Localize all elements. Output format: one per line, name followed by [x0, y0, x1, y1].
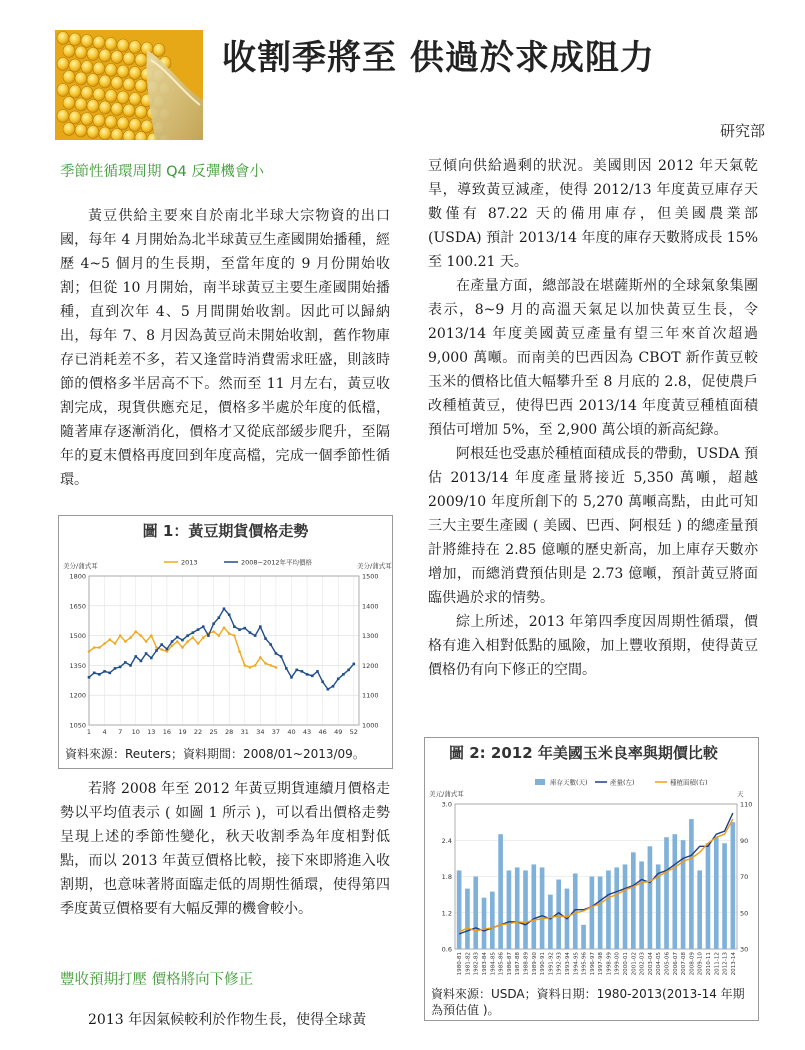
bar: [490, 892, 495, 949]
data-point: [311, 675, 314, 678]
data-point: [155, 649, 158, 652]
x-tick: 2010-11: [705, 952, 712, 976]
y-tick-right: 1300: [362, 632, 379, 641]
left-text-block-1: [60, 204, 390, 492]
data-point: [212, 630, 215, 633]
data-point: [280, 655, 283, 658]
bar: [664, 837, 669, 949]
y-tick-right: 1000: [362, 721, 379, 730]
data-point: [238, 628, 241, 631]
bar: [482, 898, 487, 949]
bar: [457, 870, 462, 949]
paragraph: 豆傾向供給過剩的狀況。美國則因 2012 年天氣乾旱，導致黃豆減產，使得 2012/13 年度黃豆庫存天數僅有 87.22 天的備用庫存，但美國農業部 (USDA) 預計 2013/14 年度的庫存天數將成長 15% 至 100.21 天。: [428, 158, 758, 270]
x-tick: 46: [318, 728, 327, 736]
x-tick: 2001-02: [631, 952, 638, 976]
data-point: [233, 634, 236, 637]
legend-swatch: [535, 779, 545, 785]
bar: [498, 834, 503, 949]
y-tick-right: 1200: [362, 661, 379, 670]
bar: [548, 895, 553, 949]
data-point: [223, 607, 226, 610]
data-point: [202, 625, 205, 628]
paragraph: 黃豆供給主要來自於南北半球大宗物資的出口國，每年 4 月開始為北半球黃豆生產國開始播種，經歷 4~5 個月的生長期，至當年度的 9 月份開始收割；但從 10 月開始，南半球黃豆主要生產國開始播種，直到次年 4、5 月間開始收割。因此可以歸納出，每年 7、8 月因為黃豆尚未開始收割，舊作物庫存已消耗差不多，若又逢當時消費需求旺盛，則該時節的價格多半居高不下。然而至 11 月左右，黃豆收割完成，現貨供應充足，價格多半處於年度的低檔，隨著庫存逐漸消化，價格才又從底部緩步爬升，至隔年的夏末價格再度回到年度高檔，完成一個季節性循環。: [60, 208, 390, 488]
data-point: [327, 688, 330, 691]
x-tick: 10: [131, 728, 140, 736]
data-point: [98, 673, 101, 676]
x-tick: 31: [240, 728, 249, 736]
data-point: [166, 648, 169, 651]
figure-2-title: 圖 2: 2012 年美國玉米良率與期價比較: [449, 744, 718, 762]
data-point: [134, 630, 137, 633]
data-point: [124, 640, 127, 643]
x-tick: 1: [86, 728, 92, 736]
x-tick: 37: [271, 728, 281, 736]
section-heading-1: 季節性循環周期 Q4 反彈機會小: [60, 164, 264, 180]
y-tick-left: 1500: [69, 632, 86, 641]
data-point: [207, 634, 210, 637]
y-tick-left: 1.8: [441, 873, 452, 881]
x-tick: 22: [193, 728, 203, 736]
data-point: [254, 634, 257, 637]
plot-frame: [89, 576, 359, 725]
data-point: [93, 646, 96, 649]
data-point: [108, 672, 111, 675]
data-point: [228, 613, 231, 616]
y-tick-right: 50: [740, 909, 749, 918]
bar: [465, 889, 470, 949]
x-tick: 1992-93: [556, 952, 563, 976]
bar: [606, 870, 611, 949]
x-tick: 7: [118, 728, 123, 736]
left-text-block-3: [60, 1008, 390, 1032]
data-point: [171, 644, 174, 647]
y-tick-left: 1200: [69, 691, 86, 700]
figure-2: [424, 737, 759, 1021]
y-tick-left: 3.0: [441, 800, 452, 809]
x-tick: 1996-97: [589, 952, 596, 976]
x-tick: 28: [225, 728, 234, 736]
left-axis-label: 美元/蒲式耳: [429, 790, 464, 798]
data-point: [353, 663, 356, 666]
data-point: [140, 660, 143, 663]
y-tick-left: 1050: [69, 721, 86, 730]
data-point: [301, 670, 304, 673]
left-text-block-2: [60, 777, 390, 921]
legend-label: 產量(左): [610, 778, 635, 787]
bar: [515, 867, 520, 949]
x-tick: 16: [162, 728, 172, 736]
x-tick: 2007-08: [681, 952, 688, 976]
bar: [672, 834, 677, 949]
y-tick-left: 1350: [69, 661, 86, 670]
left-axis-label: 美分/蒲式耳: [63, 562, 98, 570]
x-tick: 2002-03: [639, 952, 646, 976]
x-tick: 2012-13: [722, 952, 729, 976]
y-tick-right: 70: [740, 873, 749, 881]
bar: [689, 819, 694, 949]
data-point: [264, 637, 267, 640]
x-tick: 1994-95: [573, 952, 580, 976]
legend-label: 2013: [181, 558, 198, 567]
y-tick-right: 30: [740, 945, 749, 954]
bar: [706, 843, 711, 949]
data-point: [129, 664, 132, 667]
y-tick-right: 1400: [362, 602, 379, 611]
data-point: [129, 636, 132, 639]
data-point: [186, 634, 189, 637]
data-point: [342, 673, 345, 676]
data-point: [176, 640, 179, 643]
y-tick-left: 0.6: [441, 945, 452, 954]
y-tick-left: 2.4: [441, 836, 452, 845]
chart-legend: [535, 778, 708, 787]
figure-1-source: 資料來源：Reuters；資料期間：2008/01~2013/09。: [65, 747, 365, 761]
data-point: [249, 631, 252, 634]
data-point: [150, 634, 153, 637]
series-line: [89, 609, 354, 689]
bar: [648, 846, 653, 949]
x-tick: 1985-86: [498, 952, 505, 976]
bar: [473, 877, 478, 950]
bar: [590, 877, 595, 950]
bar: [623, 864, 628, 949]
y-tick-right: 110: [740, 800, 753, 809]
corn-yield-chart: [425, 764, 758, 986]
bar: [639, 861, 644, 949]
x-tick: 1980-81: [457, 952, 464, 976]
data-point: [264, 662, 267, 665]
bar: [540, 867, 545, 949]
data-point: [332, 685, 335, 688]
data-point: [212, 622, 215, 625]
bar: [507, 870, 512, 949]
x-tick: 2009-10: [697, 952, 704, 976]
y-tick-right: 1100: [362, 691, 379, 700]
paragraph: 在產量方面，總部設在堪薩斯州的全球氣象集團表示，8~9 月的高溫天氣足以加快黃豆生長，令 2013/14 年度美國黃豆產量有望三年來首次超過 9,000 萬噸。而南美的巴西因為 CBOT 新作黃豆較玉米的價格比值大幅攀升至 8 月底的 2.8，促使農戶改種植黃豆，使得巴西 2013/14 年度黃豆種植面積預估可增加 5%，至 2,900 萬公頃的新高紀錄。: [428, 278, 758, 438]
data-point: [124, 661, 127, 664]
bar: [631, 852, 636, 949]
x-tick: 1990-91: [540, 952, 547, 976]
x-tick: 13: [147, 728, 156, 736]
x-tick: 49: [334, 728, 343, 736]
bar: [681, 840, 686, 949]
data-point: [181, 639, 184, 642]
data-point: [171, 640, 174, 643]
data-point: [202, 636, 205, 639]
data-point: [321, 680, 324, 683]
data-point: [228, 632, 231, 635]
data-point: [249, 666, 252, 669]
x-tick: 43: [302, 728, 312, 736]
x-tick: 2008-09: [689, 952, 696, 976]
data-point: [275, 652, 278, 655]
x-tick: 2011-12: [714, 952, 721, 976]
data-point: [254, 664, 257, 667]
data-point: [295, 669, 298, 672]
section-heading-2: 豐收預期打壓 價格將向下修正: [60, 972, 254, 988]
x-tick: 1983-84: [482, 952, 489, 976]
data-point: [134, 655, 137, 658]
x-tick: 1989-90: [531, 952, 538, 976]
data-point: [269, 643, 272, 646]
paragraph: 2013 年因氣候較利於作物生長，使得全球黃: [88, 1012, 367, 1028]
x-tick: 1999-00: [614, 952, 621, 976]
x-tick: 2006-07: [672, 952, 679, 976]
corn-photo: [55, 30, 203, 140]
chart-legend: [164, 558, 313, 567]
bar: [581, 925, 586, 949]
data-point: [103, 642, 106, 645]
bar: [614, 867, 619, 949]
data-point: [290, 676, 293, 679]
x-tick: 1997-98: [598, 952, 605, 976]
data-point: [93, 672, 96, 675]
data-point: [316, 670, 319, 673]
x-tick: 2013-14: [730, 952, 737, 976]
bar: [731, 822, 736, 949]
x-tick: 2005-06: [664, 952, 671, 976]
x-tick: 52: [349, 728, 358, 736]
data-point: [160, 648, 163, 651]
x-tick: 4: [102, 728, 107, 736]
data-point: [275, 666, 278, 669]
data-point: [197, 628, 200, 631]
y-tick-right: 1500: [362, 572, 379, 581]
data-point: [181, 646, 184, 649]
right-axis-label: 美分/蒲式耳: [357, 562, 392, 570]
data-point: [150, 657, 153, 660]
bar: [531, 864, 536, 949]
x-tick: 1982-83: [473, 952, 480, 976]
legend-label: 2008~2012年平均價格: [241, 558, 313, 567]
legend-label: 種植面積(右): [670, 778, 708, 787]
x-tick: 1986-87: [506, 952, 513, 976]
data-point: [160, 643, 163, 646]
bar: [722, 843, 727, 949]
data-point: [259, 625, 262, 628]
soybean-price-chart: [59, 542, 392, 747]
data-point: [306, 673, 309, 676]
y-tick-left: 1800: [69, 572, 86, 581]
page-title: 收割季將至 供過於求成阻力: [222, 38, 655, 78]
data-point: [192, 631, 195, 634]
data-point: [98, 646, 101, 649]
data-point: [140, 634, 143, 637]
data-point: [176, 636, 179, 639]
data-point: [218, 616, 221, 619]
data-point: [114, 667, 117, 670]
data-point: [114, 642, 117, 645]
data-point: [347, 669, 350, 672]
data-point: [88, 650, 91, 653]
data-point: [119, 666, 122, 669]
data-point: [233, 625, 236, 628]
y-tick-left: 1650: [69, 602, 86, 611]
data-point: [166, 650, 169, 653]
data-point: [218, 634, 221, 637]
data-point: [269, 664, 272, 667]
data-point: [223, 626, 226, 629]
figure-1-title: 圖 1：黃豆期貨價格走勢: [142, 522, 309, 540]
x-tick: 2000-01: [623, 952, 630, 976]
department-label: 研究部: [720, 122, 766, 140]
paragraph: 綜上所述，2013 年第四季度因周期性循環，價格有進入相對低點的風險，加上豐收預期，使得黃豆價格仍有向下修正的空間。: [428, 614, 758, 678]
bar: [523, 870, 528, 949]
bar: [714, 837, 719, 949]
data-point: [243, 664, 246, 667]
x-tick: 2003-04: [647, 952, 654, 976]
data-point: [243, 627, 246, 630]
data-point: [238, 650, 241, 653]
data-point: [88, 676, 91, 679]
x-tick: 1981-82: [465, 952, 472, 976]
data-point: [145, 652, 148, 655]
right-text-block: [428, 154, 758, 682]
bar: [697, 870, 702, 949]
data-point: [259, 656, 262, 659]
data-point: [103, 670, 106, 673]
data-point: [145, 640, 148, 643]
x-tick: 1995-96: [581, 952, 588, 976]
data-point: [108, 638, 111, 641]
figure-1: [58, 515, 393, 769]
x-tick: 1984-85: [490, 952, 497, 976]
x-tick: 40: [287, 728, 296, 736]
x-tick: 1991-92: [548, 952, 555, 976]
x-tick: 1988-89: [523, 952, 530, 976]
x-tick: 34: [256, 728, 265, 736]
paragraph: 若將 2008 年至 2012 年黃豆期貨連續月價格走勢以平均值表示 ( 如圖 1 所示 )，可以看出價格走勢呈現上述的季節性變化，秋天收割季為年度相對低點，而以 2013 年黃豆價格比較，接下來即將進入收割期，也意味著將面臨走低的周期性循環，使得第四季度黃豆價格要有大幅反彈的機會較小。: [60, 781, 390, 917]
x-tick: 1993-94: [564, 952, 571, 976]
paragraph: 阿根廷也受惠於種植面積成長的帶動，USDA 預估 2013/14 年度產量將接近 5,350 萬噸，超越 2009/10 年度所創下的 5,270 萬噸高點，由此可知三大主要生產國 ( 美國、巴西、阿根廷 ) 的總產量預計將維持在 2.85 億噸的歷史新高，加上庫存天數亦增加，而總消費預估則是 2.73 億噸，預計黃豆將面臨供過於求的情勢。: [428, 446, 758, 606]
x-tick: 2004-05: [656, 952, 663, 976]
right-axis-label: 天: [737, 790, 744, 798]
y-tick-right: 90: [740, 836, 749, 845]
data-point: [192, 636, 195, 639]
data-point: [285, 667, 288, 670]
data-point: [197, 642, 200, 645]
data-point: [337, 678, 340, 681]
x-tick: 25: [209, 728, 218, 736]
x-tick: 19: [178, 728, 187, 736]
data-point: [119, 634, 122, 637]
figure-2-source: 資料來源：USDA；資料日期：1980-2013(2013-14 年期為預估值 )。: [431, 987, 745, 1017]
bar: [598, 877, 603, 950]
x-tick: 1987-88: [515, 952, 522, 976]
legend-label: 庫存天數(天): [550, 778, 588, 787]
y-tick-left: 1.2: [441, 909, 452, 918]
data-point: [186, 640, 189, 643]
x-tick: 1998-99: [606, 952, 613, 976]
